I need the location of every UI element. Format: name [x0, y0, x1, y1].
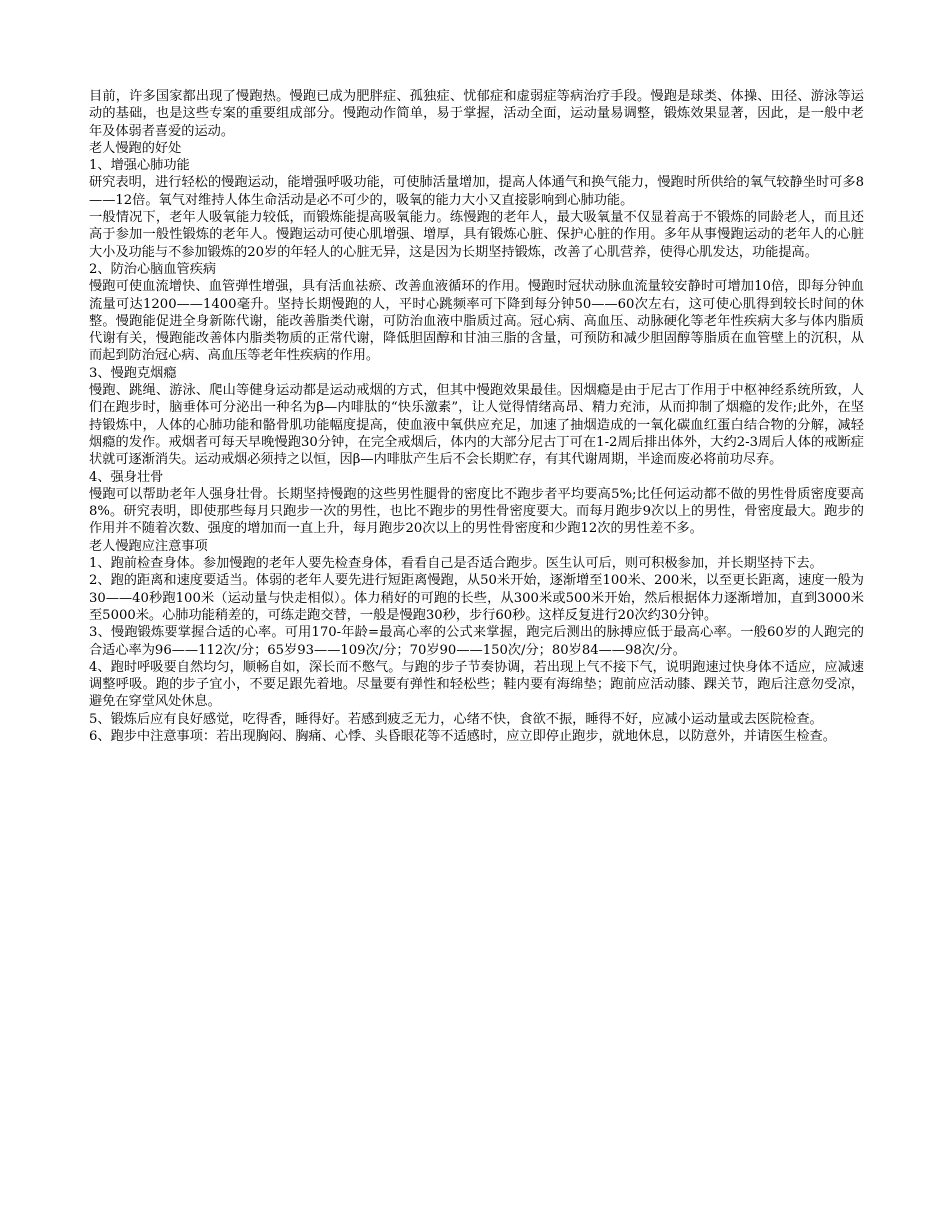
benefit-paragraph: 慢跑可以帮助老年人强身壮骨。长期坚持慢跑的这些男性腿骨的密度比不跑步者平均要高5%;比任何运动都不做的男性骨质密度要高8%。研究表明，即使那些每月只跑步一次的男性，也比不跑步的男性骨密度要大。而每月跑步9次以上的男性，骨密度最大。跑步的作用并不随着次数、强度的增加而一直上升，每月跑步20次以上的男性骨密度和少跑12次的男性差不多。 [89, 486, 864, 537]
benefit-item [89, 365, 864, 469]
benefit-item [89, 469, 864, 538]
benefit-title: 3、慢跑克烟瘾 [89, 365, 177, 381]
document-body [89, 88, 864, 745]
precaution-item: 5、锻炼后应有良好感觉，吃得香，睡得好。若感到疲乏无力，心绪不快，食欲不振，睡得不好，应减小运动量或去医院检查。 [89, 711, 823, 727]
benefit-item [89, 261, 864, 365]
benefit-title: 4、强身壮骨 [89, 469, 164, 485]
intro-paragraph: 目前，许多国家都出现了慢跑热。慢跑已成为肥胖症、孤独症、忧郁症和虚弱症等病治疗手段。慢跑是球类、体操、田径、游泳等运动的基础，也是这些专案的重要组成部分。慢跑动作简单，易于掌握，活动全面，运动量易调整，锻炼效果显著，因此，是一般中老年及体弱者喜爱的运动。 [89, 89, 864, 139]
benefit-paragraph: 一般情况下，老年人吸氧能力较低，而锻炼能提高吸氧能力。练慢跑的老年人，最大吸氧量不仅显着高于不锻炼的同龄老人，而且还高于参加一般性锻炼的老年人。慢跑运动可使心肌增强、增厚，具有锻炼心脏、保护心脏的作用。多年从事慢跑运动的老年人的心脏大小及功能与不参加锻炼的20岁的年轻人的心脏无异，这是因为长期坚持锻炼，改善了心肌营养，使得心肌发达，功能提高。 [89, 210, 864, 260]
benefit-title: 1、增强心肺功能 [89, 158, 190, 174]
section-heading-precautions: 老人慢跑应注意事项 [89, 538, 208, 554]
precaution-item: 2、跑的距离和速度要适当。体弱的老年人要先进行短距离慢跑，从50米开始，逐渐增至100米、200米，以至更长距离，速度一般为30——40秒跑100米（运动量与快走相似）。体力稍好的可跑的长些，从300米或500米开始，然后根据体力逐渐增加，直到3000米至5000米。心肺功能稍差的，可练走跑交替，一般是慢跑30秒，步行60秒。这样反复进行20次约30分钟。 [89, 573, 864, 623]
benefit-title: 2、防治心脑血管疾病 [89, 261, 217, 277]
benefit-paragraph: 慢跑可使血流增快、血管弹性增强，具有活血祛瘀、改善血液循环的作用。慢跑时冠状动脉血流量较安静时可增加10倍，即每分钟血流量可达1200——1400毫升。坚持长期慢跑的人，平时心跳频率可下降到每分钟50——60次左右，这可使心肌得到较长时间的休整。慢跑能促进全身新陈代谢，能改善脂类代谢，可防治血液中脂质过高。冠心病、高血压、动脉硬化等老年性疾病大多与体内脂质代谢有关，慢跑能改善体内脂类物质的正常代谢，降低胆固醇和甘油三脂的含量，可预防和减少胆固醇等脂质在血管壁上的沉积，从而起到防治冠心病、高血压等老年性疾病的作用。 [89, 279, 864, 364]
precaution-item: 6、跑步中注意事项：若出现胸闷、胸痛、心悸、头昏眼花等不适感时，应立即停止跑步，就地休息，以防意外，并请医生检查。 [89, 728, 836, 744]
precaution-item: 1、跑前检查身体。参加慢跑的老年人要先检查身体，看看自己是否适合跑步。医生认可后，则可积极参加，并长期坚持下去。 [89, 556, 823, 572]
benefit-paragraph: 慢跑、跳绳、游泳、爬山等健身运动都是运动戒烟的方式，但其中慢跑效果最佳。因烟瘾是由于尼古丁作用于中枢神经系统所致，人们在跑步时，脑垂体可分泌出一种名为β—内啡肽的“快乐激素”，让人觉得情绪高昂、精力充沛，从而抑制了烟瘾的发作;此外，在坚持锻炼中，人体的心肺功能和骼骨肌功能幅度提高，使血液中氧供应充足，加速了抽烟造成的一氧化碳血红蛋白结合物的分解，减轻烟瘾的发作。戒烟者可每天早晚慢跑30分钟，在完全戒烟后，体内的大部分尼古丁可在1-2周后排出体外，大约2-3周后人体的戒断症状就可逐渐消失。运动戒烟必须持之以恒，因β—内啡肽产生后不会长期贮存，有其代谢周期，半途而废必将前功尽弃。 [89, 383, 864, 468]
benefit-item [89, 157, 864, 261]
benefit-paragraph: 研究表明，进行轻松的慢跑运动，能增强呼吸功能，可使肺活量增加，提高人体通气和换气能力，慢跑时所供给的氧气较静坐时可多8——12倍。氧气对维持人体生命活动是必不可少的，吸氧的能力大小又直接影响到心肺功能。 [89, 175, 864, 208]
precaution-item: 3、慢跑锻炼要掌握合适的心率。可用170-年龄=最高心率的公式来掌握，跑完后测出的脉搏应低于最高心率。一般60岁的人跑完的合适心率为96——112次/分；65岁93——109次/分；70岁90——150次/分；80岁84——98次/分。 [89, 625, 864, 658]
precaution-item: 4、跑时呼吸要自然均匀，顺畅自如，深长而不憋气。与跑的步子节奏协调，若出现上气不接下气，说明跑速过快身体不适应，应减速调整呼吸。跑的步子宜小，不要足跟先着地。尽量要有弹性和轻松些；鞋内要有海绵垫；跑前应活动膝、踝关节，跑后注意勿受凉，避免在穿堂风处休息。 [89, 659, 864, 710]
section-heading-benefits: 老人慢跑的好处 [89, 140, 182, 156]
